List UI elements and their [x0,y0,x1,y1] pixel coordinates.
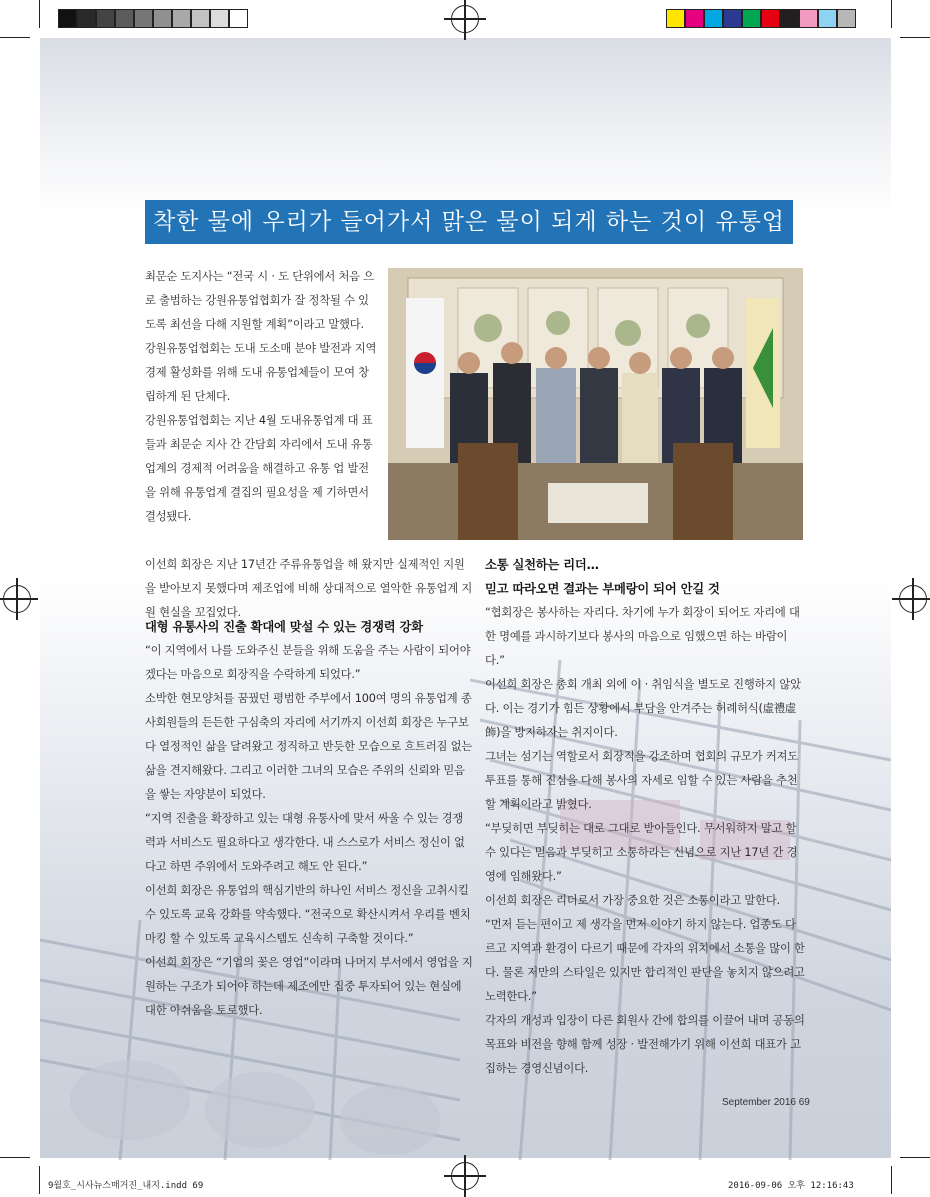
group-photo-illustration [388,268,803,540]
color-swatch [761,9,780,28]
color-swatch [818,9,837,28]
headline-banner: 착한 물에 우리가 들어가서 맑은 물이 되게 하는 것이 유통업 [145,200,793,244]
color-swatch [685,9,704,28]
left-section-paragraph: “지역 진출을 확장하고 있는 대형 유통사에 맞서 싸울 수 있는 경쟁력과 서비스도 필요하다고 생각한다. 내 스스로가 서비스 정신이 없다고 하면 주위에서 도와주려고 해도 안 된다.” [145,812,465,873]
gray-swatch [134,9,153,28]
registration-mark-right [899,585,927,613]
registration-mark-top [451,5,479,33]
left-column-top [145,265,378,529]
registration-mark-left [3,585,31,613]
right-section-paragraph: “부딪히면 부딪히는 대로 그대로 받아들인다. 무서워하지 말고 할 수 있다는 믿음과 부딪히고 소통하라는 신념으로 지난 17년 간 경영에 임해왔다.” [485,822,798,883]
group-photo [388,268,803,540]
slug-filename: 9월호_시사뉴스매거진_내지.indd 69 [48,1181,204,1191]
right-section-paragraph: 이선희 회장은 총회 개최 외에 이 · 취임식을 별도로 진행하지 않았다. 이는 경기가 힘든 상황에서 부담을 안겨주는 허례허식(虛禮虛飾)을 방지하자는 취지이다. [485,678,801,739]
gray-swatch [153,9,172,28]
left-section [145,615,473,1023]
left-section-paragraph: “이 지역에서 나를 도와주신 분들을 위해 도움을 주는 사람이 되어야겠다는 마음으로 회장직을 수락하게 되었다.” [145,644,471,681]
left-column-paragraph: 최문순 도지사는 “전국 시 · 도 단위에서 처음 으로 출범하는 강원유통업협회가 잘 정착될 수 있도록 최선을 다해 지원할 계획”이라고 말했다. [145,270,375,331]
gray-swatch [77,9,96,28]
gray-swatch [115,9,134,28]
gray-swatch [172,9,191,28]
right-section-paragraph: 이선희 회장은 리더로서 가장 중요한 것은 소통이라고 말한다. [485,894,780,907]
right-section [485,553,805,1081]
left-column-paragraph: 강원유통업협회는 지난 4월 도내유통업계 대 표들과 최문순 지사 간 간담회 자리에서 도내 유통업계의 경제적 어려움을 해결하고 유통 업 발전을 위해 유통업계 결집의 필요성을 제 기하면서 결성됐다. [145,414,373,523]
right-section-heading-2: 믿고 따라오면 결과는 부메랑이 되어 안길 것 [485,582,720,596]
slug-timestamp: 2016-09-06 오후 12:16:43 [728,1181,854,1191]
left-section-paragraph: 이선희 회장은 유통업의 핵심기반의 하나인 서비스 정신을 고취시킬 수 있도록 교육 강화를 약속했다. “전국으로 확산시켜서 우리를 벤치마킹 할 수 있도록 교육시스템도 신속히 구축할 것이다.” [145,884,471,945]
left-column-paragraph: 이선희 회장은 지난 17년간 주류유통업을 해 왔지만 실제적인 지원을 받아보지 못했다며 제조업에 비해 상대적으로 열악한 유통업계 지원 현실을 꼬집었다. [145,558,473,619]
gray-swatch [58,9,77,28]
color-swatch [742,9,761,28]
gray-swatch [191,9,210,28]
left-section-paragraph: 소박한 현모양처를 꿈꿨던 평범한 주부에서 100여 명의 유통업계 종사회원들의 든든한 구심축의 자리에 서기까지 이선희 회장은 누구보다 열정적인 삶을 달려왔고 정직하고 반듯한 모습으로 흐트러짐 없는 삶을 견지해왔다. 그리고 이러한 그녀의 모습은 주위의 신뢰와 믿음을 쌓는 자양분이 되었다. [145,692,473,801]
gray-swatch [210,9,229,28]
gray-swatch [229,9,248,28]
right-section-paragraph: 그녀는 섬기는 역할로서 회장직을 강조하며 협회의 규모가 커져도 투표를 통해 진심을 다해 봉사의 자세로 임할 수 있는 사람을 추천할 계획이라고 밝혔다. [485,750,798,811]
right-section-paragraph: “먼저 듣는 편이고 제 생각을 먼저 이야기 하지 않는다. 업종도 다르고 지역과 환경이 다르기 때문에 각자의 위치에서 소통을 많이 한다. 물론 저만의 스타일은 있지만 합리적인 판단을 놓치지 않으려고 노력한다.” [485,918,805,1003]
left-section-paragraph: 이선희 회장은 “기업의 꽃은 영업”이라며 나머지 부서에서 영업을 지원하는 구조가 되어야 하는데 제조에만 집중 투자되어 있는 현실에 대한 아쉬움을 토로했다. [145,956,473,1017]
left-section-heading: 대형 유통사의 진출 확대에 맞설 수 있는 경쟁력 강화 [145,620,423,634]
left-column-paragraph: 강원유통업협회는 도내 도소매 분야 발전과 지역경제 활성화를 위해 도내 유통업체들이 모여 창립하게 된 단체다. [145,342,377,403]
color-swatch [666,9,685,28]
right-section-heading-1: 소통 실천하는 리더… [485,558,599,572]
color-swatch [723,9,742,28]
page-folio: September 2016 69 [722,1097,810,1108]
gray-swatch [96,9,115,28]
right-section-paragraph: “협회장은 봉사하는 자리다. 차기에 누가 회장이 되어도 자리에 대한 명예를 과시하기보다 봉사의 마음으로 임했으면 하는 바람이다.” [485,606,800,667]
right-section-paragraph: 각자의 개성과 입장이 다른 회원사 간에 합의를 이끌어 내며 공동의 목표와 비전을 향해 함께 성장 · 발전해가기 위해 이선희 대표가 고집하는 경영신념이다. [485,1014,805,1075]
registration-mark-bottom [451,1162,479,1190]
color-swatch [837,9,856,28]
color-swatch [704,9,723,28]
color-swatch [780,9,799,28]
color-swatch [799,9,818,28]
